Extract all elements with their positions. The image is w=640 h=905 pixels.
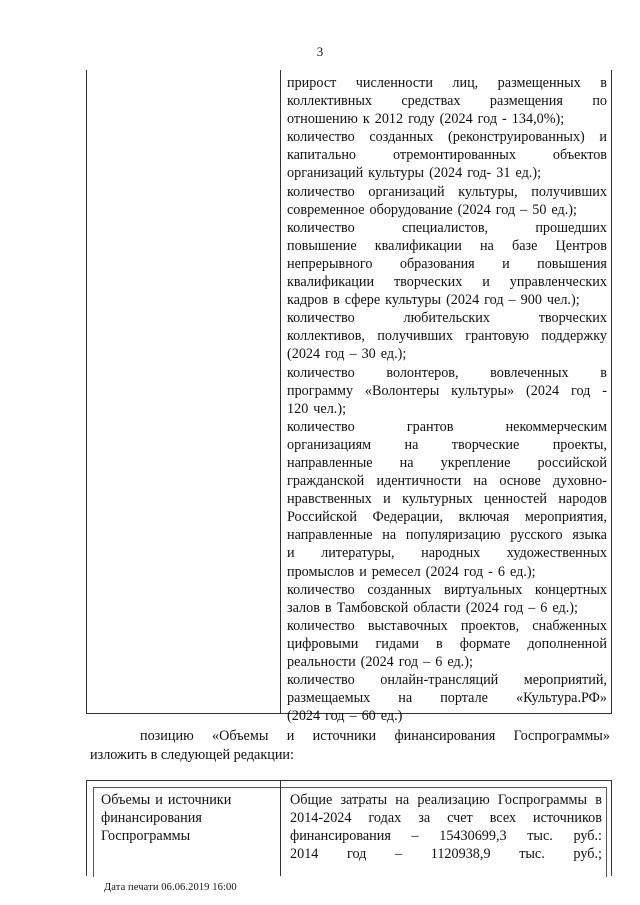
indicator-line: капитально отремонтированных объектов xyxy=(287,147,607,164)
indicator-line: количество созданных виртуальных концертных xyxy=(287,581,607,598)
indicator-line: коллективных средствах размещения по xyxy=(287,93,607,110)
indicator-line: количество специалистов, прошедших xyxy=(287,219,607,236)
indicator-line: непрерывного образования и повышения xyxy=(287,255,607,272)
indicator-line: прирост численности лиц, размещенных в xyxy=(287,75,607,91)
financing-value-line: Общие затраты на реализацию Госпрограммы в xyxy=(290,792,602,808)
indicator-line: нравственных и культурных ценностей народов xyxy=(287,491,607,508)
financing-column-divider xyxy=(280,781,281,876)
indicator-line: промыслов и ремесел (2024 год - 6 ед.); xyxy=(287,563,536,580)
amendment-paragraph xyxy=(90,727,610,765)
print-date: Дата печати 06.06.2019 16:00 xyxy=(104,882,237,893)
indicator-line: Российской Федерации, включая мероприятия, xyxy=(287,509,607,526)
indicator-line: квалификации творческих и управленческих xyxy=(287,274,607,291)
indicator-line: залов в Тамбовской области (2024 год – 6 ед.); xyxy=(287,599,578,616)
financing-value-line: финансирования – 15430699,3 тыс. руб.: xyxy=(290,828,602,844)
indicator-line: количество любительских творческих xyxy=(287,310,607,327)
indicator-line: количество онлайн-трансляций мероприятий, xyxy=(287,672,607,689)
indicator-line: количество грантов некоммерческим xyxy=(287,418,607,435)
indicator-line: программу «Волонтеры культуры» (2024 год - xyxy=(287,382,607,399)
indicator-line: организаций культуры (2024 год- 31 ед.); xyxy=(287,165,542,182)
paragraph-line-1: позицию «Объемы и источники финансирования Госпрограммы» xyxy=(140,728,610,744)
indicator-line: количество волонтеров, вовлеченных в xyxy=(287,364,607,381)
indicator-line: кадров в сфере культуры (2024 год – 900 чел.); xyxy=(287,292,580,309)
financing-value-line: 2014-2024 годах за счет всех источников xyxy=(290,810,602,826)
paragraph-line-2: изложить в следующей редакции: xyxy=(90,747,294,763)
page-number: 3 xyxy=(316,44,324,59)
indicator-line: размещаемых на портале «Культура.РФ» xyxy=(287,690,607,707)
financing-label-line: Госпрограммы xyxy=(101,828,191,844)
indicator-line: организациям на творческие проекты, xyxy=(287,436,607,453)
indicator-line: (2024 год – 30 ед.); xyxy=(287,346,407,363)
indicator-line: (2024 год – 60 ед.) xyxy=(287,708,403,725)
indicator-line: направленные на популяризацию русского языка xyxy=(287,527,607,544)
indicator-line: коллективов, получивших грантовую поддержку xyxy=(287,328,607,345)
indicator-line: отношению к 2012 году (2024 год - 134,0%); xyxy=(287,111,565,128)
indicator-line: направленные на укрепление российской xyxy=(287,454,607,471)
indicators-cell xyxy=(287,74,607,725)
indicator-line: реальности (2024 год – 6 ед.); xyxy=(287,654,473,670)
indicator-line: цифровыми гидами в формате дополненной xyxy=(287,635,607,652)
financing-value-cell xyxy=(290,791,602,863)
indicators-table xyxy=(86,70,612,725)
indicator-line: количество организаций культуры, получивших xyxy=(287,183,607,200)
indicator-line: количество созданных (реконструированных) и xyxy=(287,129,607,146)
indicator-line: и литературы, народных художественных xyxy=(287,545,607,562)
indicator-line: современное оборудование (2024 год – 50 ед.); xyxy=(287,201,577,218)
indicator-line: повышение квалификации на базе Центров xyxy=(287,237,607,254)
financing-value-line: 2014 год – 1120938,9 тыс. руб.; xyxy=(290,846,602,862)
financing-table xyxy=(86,780,612,876)
indicator-line: 120 чел.); xyxy=(287,400,347,417)
indicator-line: гражданской идентичности на основе духовно- xyxy=(287,473,607,490)
financing-label-line: финансирования xyxy=(101,810,202,826)
indicator-line: количество выставочных проектов, снабженных xyxy=(287,617,607,634)
financing-label-cell xyxy=(101,791,276,845)
column-divider xyxy=(280,70,281,714)
financing-label-line: Объемы и источники xyxy=(101,792,232,808)
